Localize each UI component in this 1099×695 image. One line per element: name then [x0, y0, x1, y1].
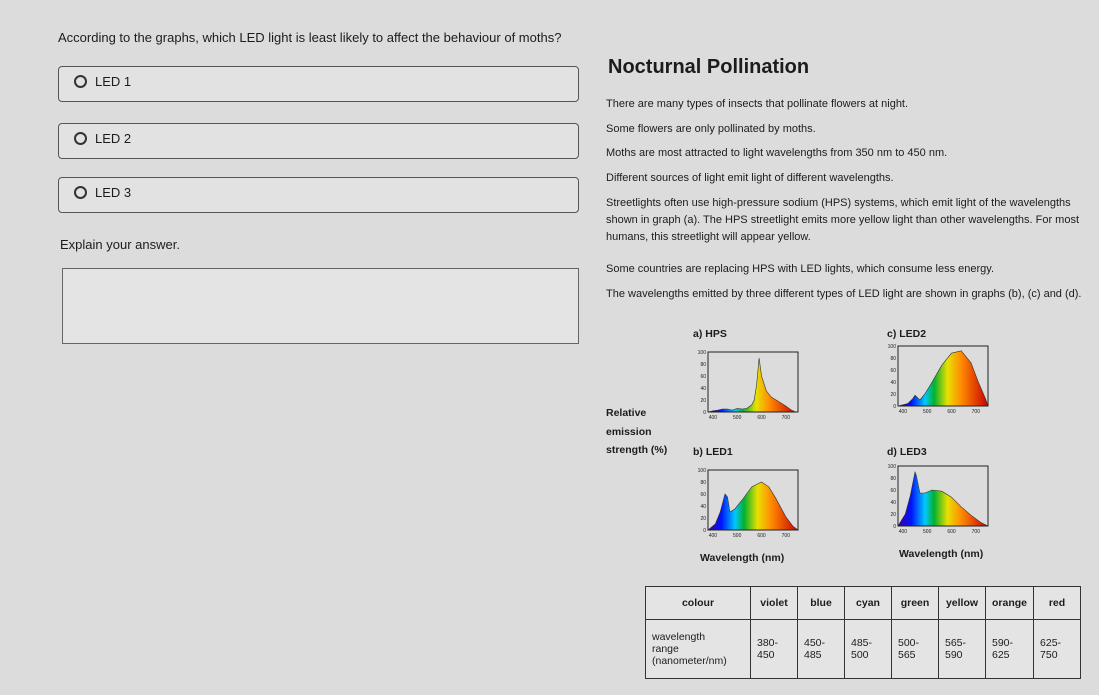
article-paragraph: Some countries are replacing HPS with LED lights, which consume less energy.: [606, 263, 995, 275]
article-paragraph: The wavelengths emitted by three different types of LED light are shown in graphs (b), (c) and (d).: [606, 288, 1082, 300]
graph-title-led1: b) LED1: [693, 446, 733, 458]
x-tick-label: 600: [757, 533, 766, 539]
row-label-line: range: [652, 643, 679, 655]
x-tick-label: 700: [971, 529, 981, 535]
x-tick-label: 700: [781, 415, 791, 421]
spectrum-area: [898, 351, 988, 406]
chart-led2: [887, 344, 998, 416]
x-tick-label: 400: [898, 409, 908, 415]
x-tick-label: 500: [923, 409, 932, 415]
article-paragraph: Streetlights often use high-pressure sodium (HPS) systems, which emit light of the wavelengths shown in graph (a). The HPS streetlight emits more yellow light than other wavelengths. For most humans, this streetlight will appear yellow.: [606, 197, 1080, 243]
y-tick-label: 40: [700, 386, 706, 392]
x-tick-label: 500: [733, 415, 742, 421]
radio-icon[interactable]: [74, 186, 87, 199]
y-tick-label: 40: [890, 500, 896, 506]
y-tick-label: 80: [890, 476, 896, 482]
answer-textarea[interactable]: [62, 268, 579, 344]
chart-led3: [887, 464, 998, 536]
y-tick-label: 100: [887, 464, 896, 470]
y-tick-label: 80: [700, 362, 706, 368]
option-label: LED 2: [95, 131, 132, 146]
spectrum-area: [708, 482, 798, 530]
table-header-cell: red: [1034, 587, 1081, 620]
option-led1[interactable]: [58, 66, 579, 102]
x-axis-label: Wavelength (nm): [700, 552, 785, 564]
article-paragraph: Different sources of light emit light of different wavelengths.: [606, 172, 894, 184]
x-tick-label: 700: [971, 409, 981, 415]
x-tick-label: 700: [781, 533, 791, 539]
spectrum-area: [708, 358, 796, 412]
option-label: LED 3: [95, 185, 132, 200]
y-axis-label-line: Relative: [606, 407, 647, 419]
question-text: According to the graphs, which LED light is least likely to affect the behaviour of moths?: [58, 30, 562, 45]
table-header-cell: orange: [986, 587, 1034, 620]
article-title: Nocturnal Pollination: [608, 56, 810, 78]
chart-hps: [697, 350, 808, 422]
y-tick-label: 20: [700, 398, 706, 404]
table-cell: 485- 500: [845, 620, 892, 679]
table-header-cell: blue: [798, 587, 845, 620]
y-tick-label: 40: [890, 380, 896, 386]
y-axis-label-line: strength (%): [606, 444, 668, 456]
graph-title-hps: a) HPS: [693, 328, 727, 340]
graph-title-led3: d) LED3: [887, 446, 927, 458]
table-row: [646, 620, 1081, 679]
x-tick-label: 600: [947, 529, 956, 535]
radio-icon[interactable]: [74, 75, 87, 88]
x-axis-label: Wavelength (nm): [899, 548, 984, 560]
table-cell: 380- 450: [751, 620, 798, 679]
y-tick-label: 60: [890, 488, 896, 494]
table-cell: 625- 750: [1034, 620, 1081, 679]
x-tick-label: 400: [708, 533, 718, 539]
table-cell: 450- 485: [798, 620, 845, 679]
y-tick-label: 0: [893, 524, 896, 530]
x-tick-label: 600: [757, 415, 766, 421]
table-header-cell: green: [892, 587, 939, 620]
table-header-row: [646, 587, 1081, 620]
article-paragraph: Moths are most attracted to light wavelengths from 350 nm to 450 nm.: [606, 147, 948, 159]
table-cell: 500- 565: [892, 620, 939, 679]
radio-icon[interactable]: [74, 132, 87, 145]
table-header-cell: violet: [751, 587, 798, 620]
y-tick-label: 100: [697, 468, 706, 474]
y-axis-label: [606, 404, 667, 460]
option-label: LED 1: [95, 74, 132, 89]
x-tick-label: 500: [733, 533, 742, 539]
x-tick-label: 500: [923, 529, 932, 535]
table-cell: 565- 590: [939, 620, 986, 679]
y-tick-label: 60: [700, 492, 706, 498]
wavelength-table: [645, 586, 1081, 679]
y-axis-label-line: emission: [606, 425, 652, 438]
option-led3[interactable]: [58, 177, 579, 213]
y-tick-label: 0: [893, 404, 896, 410]
y-tick-label: 80: [890, 356, 896, 362]
y-tick-label: 0: [703, 528, 706, 534]
y-tick-label: 80: [700, 480, 706, 486]
chart-led1: [697, 468, 808, 540]
x-tick-label: 600: [947, 409, 956, 415]
y-tick-label: 100: [697, 350, 706, 356]
graph-title-led2: c) LED2: [887, 328, 927, 340]
y-tick-label: 40: [700, 504, 706, 510]
y-tick-label: 60: [890, 368, 896, 374]
y-tick-label: 0: [703, 410, 706, 416]
table-header-cell: yellow: [939, 587, 986, 620]
y-tick-label: 20: [700, 516, 706, 522]
option-led2[interactable]: [58, 123, 579, 159]
table-header-cell: cyan: [845, 587, 892, 620]
y-tick-label: 60: [700, 374, 706, 380]
table-header-cell: colour: [646, 587, 751, 620]
y-tick-label: 20: [890, 392, 896, 398]
row-label-line: wavelength: [652, 631, 706, 643]
table-cell: 590- 625: [986, 620, 1034, 679]
x-tick-label: 400: [898, 529, 908, 535]
y-tick-label: 100: [887, 344, 896, 350]
row-label-line: (nanometer/nm): [652, 655, 727, 667]
table-row-label: [646, 620, 751, 679]
spectrum-area: [898, 472, 988, 526]
article-paragraph: There are many types of insects that pollinate flowers at night.: [606, 98, 909, 110]
article-paragraph: Some flowers are only pollinated by moths.: [606, 123, 816, 135]
y-tick-label: 20: [890, 512, 896, 518]
x-tick-label: 400: [708, 415, 718, 421]
explain-label: Explain your answer.: [60, 237, 180, 252]
